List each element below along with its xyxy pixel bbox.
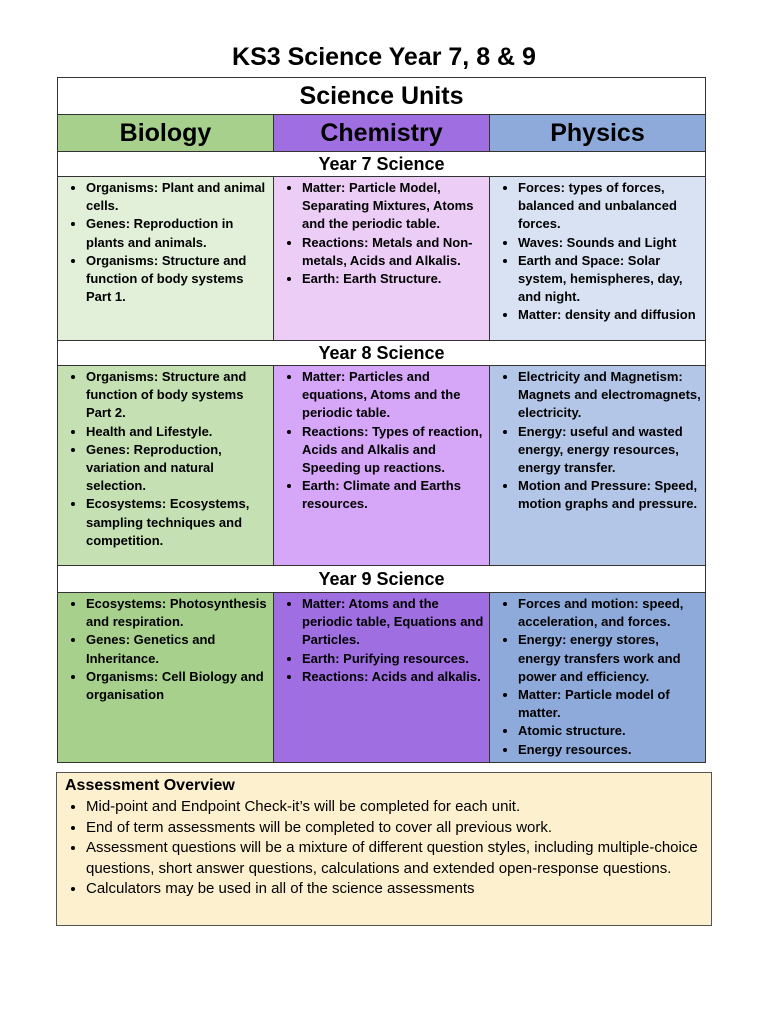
assessment-list (65, 797, 703, 900)
year-8-physics-list (490, 366, 705, 514)
list-item: • Earth: Purifying resources. (302, 650, 485, 668)
list-item: • Reactions: Metals and Non-metals, Acids and Alkalis. (302, 234, 485, 270)
list-item: • Earth: Climate and Earths resources. (302, 477, 485, 513)
list-item: • Organisms: Structure and function of body systems Part 2. (86, 368, 269, 423)
page-title: KS3 Science Year 7, 8 & 9 (232, 43, 536, 71)
year-8-physics-cell (490, 366, 706, 566)
year-7-heading: Year 7 Science (58, 152, 706, 177)
list-item: • Calculators may be used in all of the science assessments (86, 879, 703, 900)
year-9-heading: Year 9 Science (58, 566, 706, 593)
year-9-chemistry-list (274, 593, 489, 686)
list-item: • Motion and Pressure: Speed, motion graphs and pressure. (518, 477, 701, 513)
year-9-physics-list (490, 593, 705, 759)
list-item: • Genes: Reproduction, variation and natural selection. (86, 441, 269, 496)
list-item: • Forces: types of forces, balanced and unbalanced forces. (518, 179, 701, 234)
year-7-physics-list (490, 177, 705, 325)
list-item: • Matter: Particle Model, Separating Mixtures, Atoms and the periodic table. (302, 179, 485, 234)
list-item: • Matter: Atoms and the periodic table, Equations and Particles. (302, 595, 485, 650)
list-item: • End of term assessments will be completed to cover all previous work. (86, 818, 703, 839)
list-item: • Organisms: Cell Biology and organisation (86, 668, 269, 704)
subject-header-physics: Physics (490, 115, 706, 152)
list-item: • Genes: Genetics and Inheritance. (86, 631, 269, 667)
year-9-chemistry-cell (274, 593, 490, 763)
list-item: • Assessment questions will be a mixture of different question styles, including multiple-choice questions, short answer questions, calculations and extended open-response questions. (86, 838, 703, 879)
list-item: • Genes: Reproduction in plants and animals. (86, 215, 269, 251)
list-item: • Forces and motion: speed, acceleration, and forces. (518, 595, 701, 631)
year-8-heading: Year 8 Science (58, 341, 706, 366)
list-item: • Mid-point and Endpoint Check-it’s will be completed for each unit. (86, 797, 703, 818)
year-9-biology-cell (58, 593, 274, 763)
list-item: • Ecosystems: Ecosystems, sampling techniques and competition. (86, 495, 269, 550)
year-7-physics-cell (490, 177, 706, 341)
list-item: • Energy: energy stores, energy transfers work and power and efficiency. (518, 631, 701, 686)
subject-header-chemistry: Chemistry (274, 115, 490, 152)
list-item: • Ecosystems: Photosynthesis and respiration. (86, 595, 269, 631)
units-title: Science Units (58, 78, 706, 115)
list-item: • Matter: density and diffusion (518, 306, 701, 324)
year-7-chemistry-cell (274, 177, 490, 341)
year-9-physics-cell (490, 593, 706, 763)
list-item: • Electricity and Magnetism: Magnets and electromagnets, electricity. (518, 368, 701, 423)
subject-header-biology: Biology (58, 115, 274, 152)
year-7-biology-list (58, 177, 273, 306)
list-item: • Energy resources. (518, 741, 701, 759)
year-9-biology-list (58, 593, 273, 704)
list-item: • Earth: Earth Structure. (302, 270, 485, 288)
list-item: • Waves: Sounds and Light (518, 234, 701, 252)
list-item: • Health and Lifestyle. (86, 423, 269, 441)
list-item: • Reactions: Acids and alkalis. (302, 668, 485, 686)
list-item: • Atomic structure. (518, 722, 701, 740)
list-item: • Organisms: Structure and function of body systems Part 1. (86, 252, 269, 307)
assessment-overview-box (56, 772, 712, 926)
list-item: • Earth and Space: Solar system, hemispheres, day, and night. (518, 252, 701, 307)
list-item: • Reactions: Types of reaction, Acids and Alkalis and Speeding up reactions. (302, 423, 485, 478)
list-item: • Matter: Particle model of matter. (518, 686, 701, 722)
assessment-title: Assessment Overview (65, 777, 235, 794)
year-8-chemistry-list (274, 366, 489, 514)
year-8-biology-cell (58, 366, 274, 566)
list-item: • Organisms: Plant and animal cells. (86, 179, 269, 215)
list-item: • Matter: Particles and equations, Atoms and the periodic table. (302, 368, 485, 423)
list-item: • Energy: useful and wasted energy, energy resources, energy transfer. (518, 423, 701, 478)
science-units-table (57, 77, 706, 763)
year-7-biology-cell (58, 177, 274, 341)
year-8-biology-list (58, 366, 273, 550)
year-7-chemistry-list (274, 177, 489, 288)
year-8-chemistry-cell (274, 366, 490, 566)
